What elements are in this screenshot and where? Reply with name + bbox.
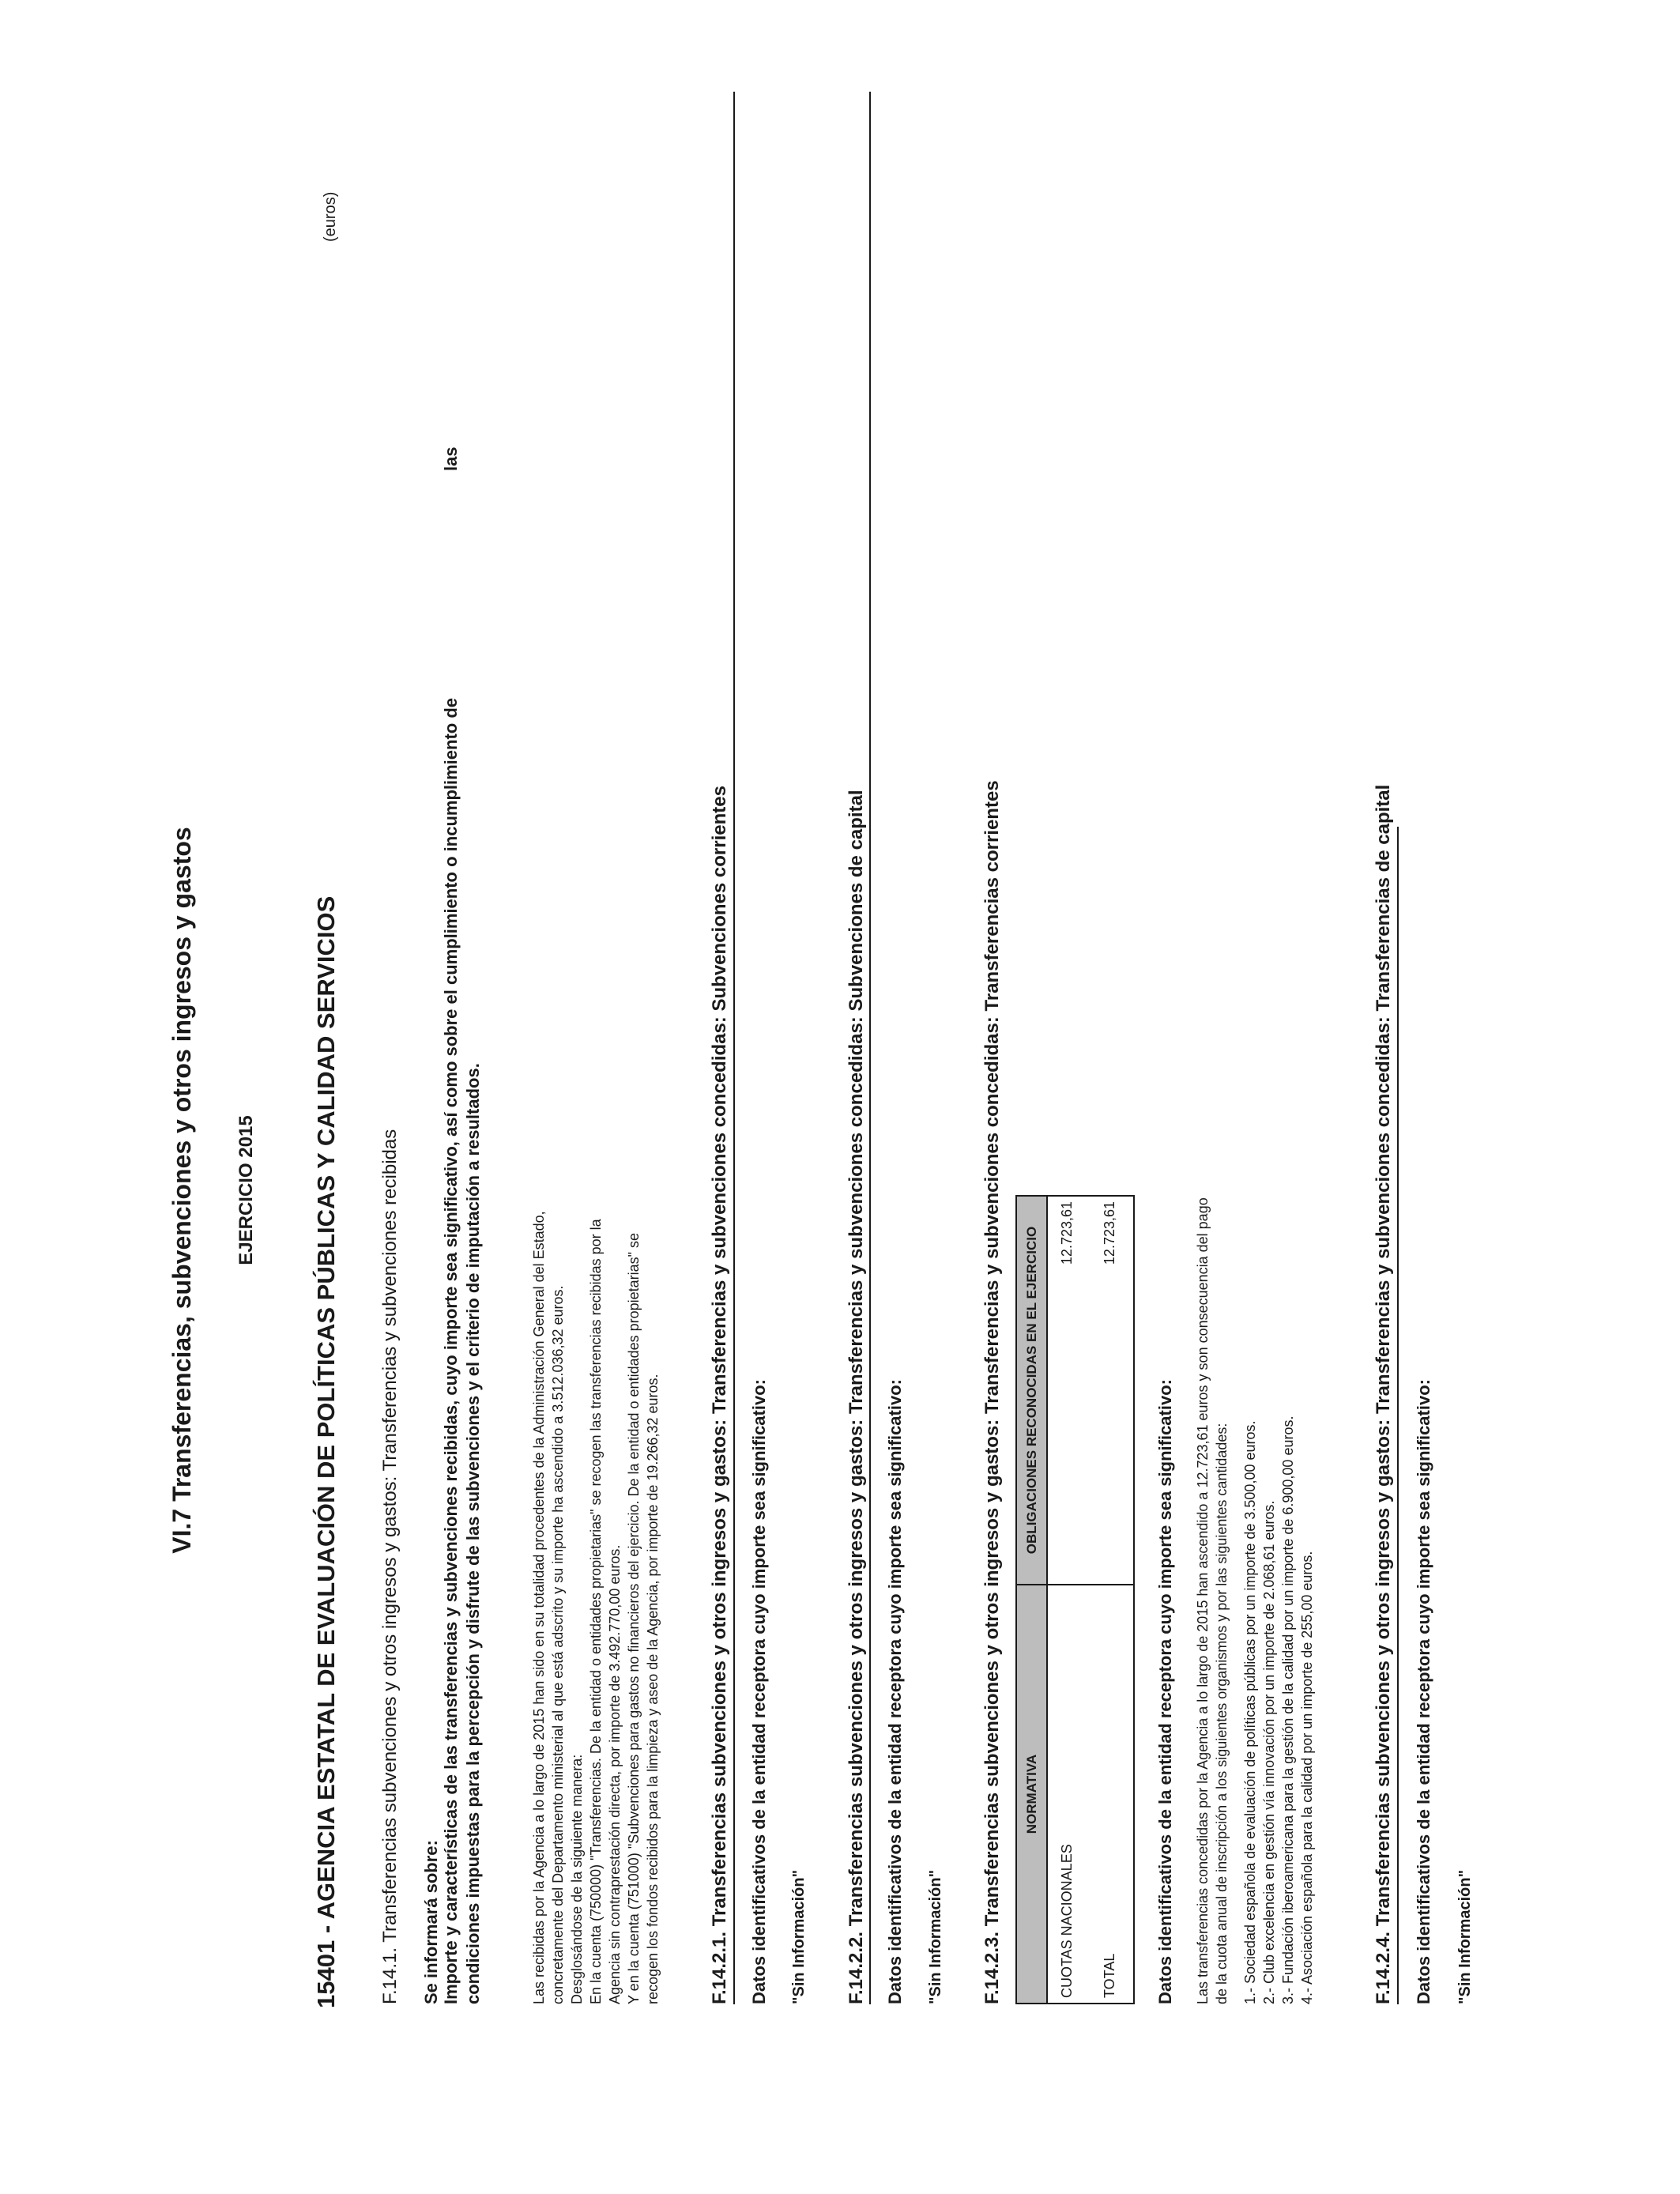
table-cell-normativa: TOTAL [1086,1584,1133,2003]
table-header-normativa: NORMATIVA [1017,1584,1046,2003]
f1423-heading: F.14.2.3. Transferencias subvenciones y otros ingresos y gastos: Transferencias y subvenciones concedidas: Transferencias corrientes [981,780,1003,2004]
list-item: 3.- Fundación iberoamericana para la gestión de la calidad por un importe de 6.900,00 euros. [1280,1416,1296,2004]
f141-body-line: Agencia sin contraprestación directa, por importe de 3.492.770,00 euros. [607,1544,623,2004]
transferencias-table [1015,1195,1135,2004]
f1424-rule [1397,827,1399,2004]
f141-body-line: recogen los fondos recibidos para la limpieza y aseo de la Agencia, por importe de 19.266,32 euros. [645,1374,661,2004]
f141-body [529,1211,662,2004]
f1423-datos: Datos identificativos de la entidad receptora cuyo importe sea significativo: [1155,1379,1175,2004]
f141-se-informara: Se informará sobre: [421,1840,441,2004]
table-header-obligaciones: OBLIGACIONES RECONOCIDAS EN EL EJERCICIO [1023,1226,1039,1555]
list-item: 4.- Asociación española para la calidad por un importe de 255,00 euros. [1299,1551,1315,2004]
f1424-sin-info: "Sin Información" [1456,1869,1474,2004]
f1423-body-line: de la cuota anual de inscripción a los siguientes organismos y por las siguientes cantidades: [1214,1423,1230,2004]
list-item: 1.- Sociedad española de evaluación de políticas públicas por un importe de 3.500,00 euros. [1242,1420,1258,2004]
f141-importe-line1: Importe y características de las transferencias y subvenciones recibidas, cuyo importe sea significativo, así como sobre el cumplimiento o incumplimiento de [441,697,461,2004]
f1422-heading: F.14.2.2. Transferencias subvenciones y otros ingresos y gastos: Transferencias y subvenciones concedidas: Subvenciones de capital [846,790,867,2004]
page-title: VI.7 Transferencias, subvenciones y otros ingresos y gastos [168,827,196,1554]
table-row [1086,1197,1133,2003]
table-header-row [1017,1197,1048,2003]
f1424-datos: Datos identificativos de la entidad receptora cuyo importe sea significativo: [1414,1379,1433,2004]
table-cell-amount: 12.723,61 [1101,1201,1117,1265]
f1421-heading: F.14.2.1. Transferencias subvenciones y otros ingresos y gastos: Transferencias y subvenciones concedidas: Subvenciones corrientes [709,786,730,2004]
f1424-heading: F.14.2.4. Transferencias subvenciones y otros ingresos y gastos: Transferencias y subvenciones concedidas: Transferencias de capital [1373,784,1394,2004]
f1421-rule [733,92,735,2004]
f1421-datos: Datos identificativos de la entidad receptora cuyo importe sea significativo: [749,1379,769,2004]
f1423-body-line: Las transferencias concedidas por la Agencia a lo largo de 2015 han ascendido a 12.723,61 euros y son consecuencia del pago [1195,1197,1211,2004]
f1423-body [1193,1197,1231,2004]
units-label: (euros) [322,191,339,242]
f141-body-line: Desglosándose de la siguiente manera: [569,1754,585,2004]
f1422-rule [869,92,871,2004]
f1421-sin-info: "Sin Información" [790,1869,808,2004]
agency-heading: 15401 - AGENCIA ESTATAL DE EVALUACIÓN DE POLÍTICAS PÚBLICAS Y CALIDAD SERVICIOS [312,895,340,2008]
f141-importe-line2: condiciones impuestas para la percepción y disfrute de las subvenciones y el criterio de imputación a resultados. [463,1063,483,2004]
table-cell-normativa: CUOTAS NACIONALES [1048,1584,1086,2003]
f141-body-line: Y en la cuenta (751000) "Subvenciones para gastos no financieros del ejercicio. De la entidad o entidades propietarias" se [626,1232,642,2004]
f1422-sin-info: "Sin Información" [927,1869,944,2004]
f141-body-line: Las recibidas por la Agencia a lo largo de 2015 han sido en su totalidad procedentes de la Administración General del Estado, [531,1211,547,2004]
list-item: 2.- Club excelencia en gestión vía innovación por un importe de 2.068,61 euros. [1261,1500,1277,2004]
ejercicio-label: EJERCICIO 2015 [235,1115,257,1265]
table-row [1048,1197,1086,2003]
f1422-datos: Datos identificativos de la entidad receptora cuyo importe sea significativo: [885,1379,905,2004]
f1423-list [1241,1416,1317,2004]
f141-heading: F.14.1. Transferencias subvenciones y otros ingresos y gastos: Transferencias y subvenciones recibidas [379,1129,401,2004]
f141-body-line: En la cuenta (750000) "Transferencias. De la entidad o entidades propietarias" se recogen las transferencias recibidas por la [588,1219,604,2004]
table-cell-amount: 12.723,61 [1058,1201,1075,1265]
f141-body-line: concretamente del Departamento ministerial al que está adscrito y su importe ha ascendido a 3.512.036,32 euros. [550,1285,566,2004]
f141-importe-las: las [441,447,461,471]
